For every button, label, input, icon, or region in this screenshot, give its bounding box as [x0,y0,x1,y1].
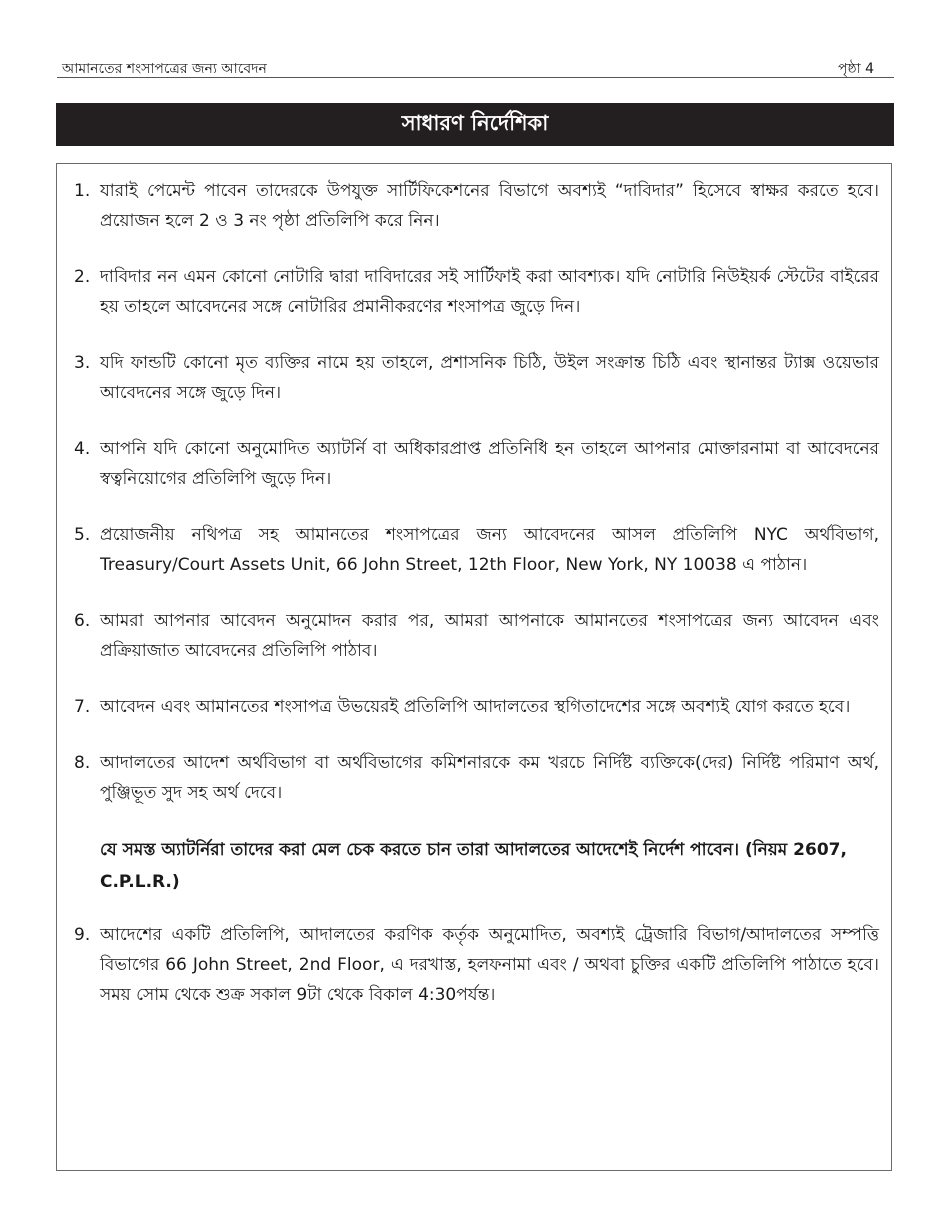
item-text: আদেশের একটি প্রতিলিপি, আদালতের করণিক কর্তৃক অনুমোদিত, অবশ্যই ট্রেজারি বিভাগ/আদালতের সম্পত্তি বিভাগের 66 John Street, 2nd Floor, এ দরখাস্ত, হলফনামা এবং / অথবা চুক্তির একটি প্রতিলিপি পাঠাতে হবে। সময় সোম থেকে শুক্র সকাল 9টা থেকে বিকাল 4:30পর্যন্ত। [100,925,879,1005]
page-header [57,55,894,78]
list-item [74,348,879,408]
item-number: 3. [74,353,91,373]
item-number: 1. [74,181,91,201]
list-item [74,262,879,322]
item-text: আপনি যদি কোনো অনুমোদিত অ্যাটর্নি বা অধিকারপ্রাপ্ত প্রতিনিধি হন তাহলে আপনার মোক্তারনামা বা আবেদনের স্বত্বনিয়োগের প্রতিলিপি জুড়ে দিন। [100,439,879,489]
list-item [74,176,879,236]
item-text: আদালতের আদেশ অর্থবিভাগ বা অর্থবিভাগের কমিশনারকে কম খরচে নির্দিষ্ট ব্যক্তিকে(দের) নির্দিষ্ট পরিমাণ অর্থ, পুঞ্জিভূত সুদ সহ অর্থ দেবে। [100,753,879,803]
instructions-list [74,176,879,1036]
item-text: দাবিদার নন এমন কোনো নোটারি দ্বারা দাবিদারের সই সার্টিফাই করা আবশ্যক। যদি নোটারি নিউইয়র্ক স্টেটের বাইরের হয় তাহলে আবেদনের সঙ্গে নোটারির প্রমানীকরণের শংসাপত্র জুড়ে দিন। [100,267,879,317]
item-text: আবেদন এবং আমানতের শংসাপত্র উভয়েরই প্রতিলিপি আদালতের স্থগিতাদেশের সঙ্গে অবশ্যই যোগ করতে হবে। [100,697,851,717]
item-number: 4. [74,439,91,459]
item-number: 6. [74,611,91,631]
item-text: আমরা আপনার আবেদন অনুমোদন করার পর, আমরা আপনাকে আমানতের শংসাপত্রের জন্য আবেদন এবং প্রক্রিয়াজাত আবেদনের প্রতিলিপি পাঠাব। [100,611,879,661]
list-item [74,748,879,808]
section-title: সাধারণ নির্দেশিকা [56,103,894,146]
item-text: যদি ফান্ডটি কোনো মৃত ব্যক্তির নামে হয় তাহলে, প্রশাসনিক চিঠি, উইল সংক্রান্ত চিঠি এবং স্থানান্তর ট্যাক্স ওয়েভার আবেদনের সঙ্গে জুড়ে দিন। [100,353,879,403]
item-number: 7. [74,697,91,717]
list-item [74,520,879,580]
page-number: পৃষ্ঠা 4 [837,61,874,77]
item-text: যারাই পেমেন্ট পাবেন তাদেরকে উপযুক্ত সার্টিফিকেশনের বিভাগে অবশ্যই “দাবিদার” হিসেবে স্বাক্ষর করতে হবে। প্রয়োজন হলে 2 ও 3 নং পৃষ্ঠা প্রতিলিপি করে নিন। [100,181,879,231]
item-number: 2. [74,267,91,287]
list-item [74,692,879,722]
attorney-note: যে সমস্ত অ্যাটর্নিরা তাদের করা মেল চেক করতে চান তারা আদালতের আদেশেই নির্দেশ পাবেন। (নিয়ম 2607, C.P.L.R.) [100,840,847,892]
item-text: প্রয়োজনীয় নথিপত্র সহ আমানতের শংসাপত্রের জন্য আবেদনের আসল প্রতিলিপি NYC অর্থবিভাগ, Treasury/Court Assets Unit, 66 John Street, 12th Floor, New York, NY 10038 এ পাঠান। [100,525,879,575]
item-number: 5. [74,525,91,545]
list-item [74,434,879,494]
item-number: 8. [74,753,91,773]
instructions-box [56,163,892,1171]
list-item [74,606,879,666]
list-item [74,920,879,1010]
document-title: আমানতের শংসাপত্রের জন্য আবেদন [62,61,267,77]
item-number: 9. [74,925,91,945]
